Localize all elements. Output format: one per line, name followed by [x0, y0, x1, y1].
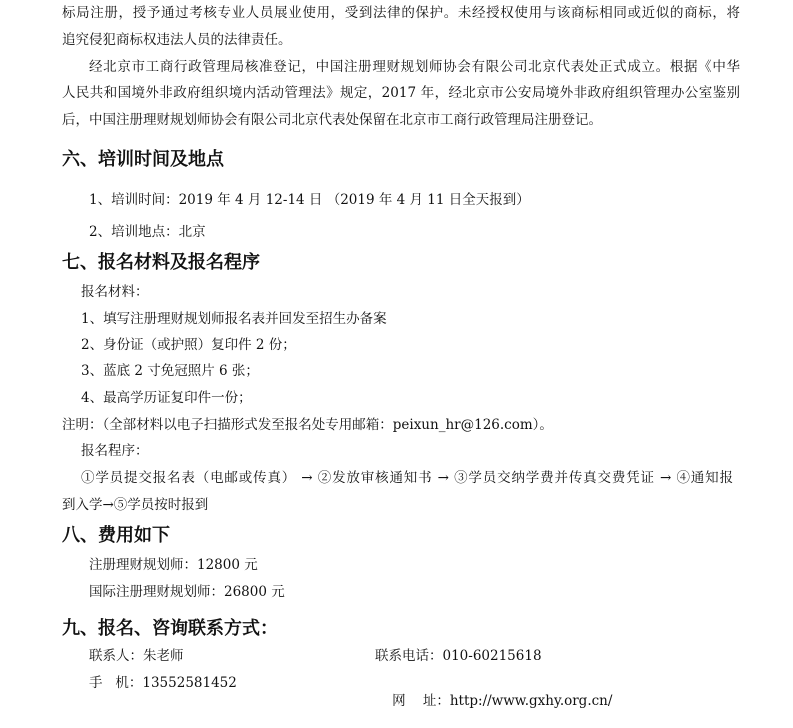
section-heading-9: 九、报名、咨询联系方式：: [62, 618, 278, 639]
contact-phone: 联系电话：010-60215618: [375, 648, 542, 664]
materials-note: 注明：（全部材料以电子扫描形式发至报名处专用邮箱：peixun_hr@126.com）。: [62, 417, 553, 433]
material-item-2: 2、身份证（或护照）复印件 2 份；: [81, 337, 296, 353]
training-time: 1、培训时间：2019 年 4 月 12-14 日 （2019 年 4 月 11 日全天报到）: [89, 192, 530, 208]
procedure-line-1: ①学员提交报名表（电邮或传真） → ②发放审核通知书 → ③学员交纳学费并传真交费凭证 → ④通知报: [81, 470, 733, 486]
fee-item-1: 注册理财规划师：12800 元: [89, 557, 258, 573]
contact-person: 联系人：朱老师: [89, 648, 184, 664]
website-link[interactable]: http://www.gxhy.org.cn/: [449, 693, 613, 709]
intro-line-2: 追究侵犯商标权违法人员的法律责任。: [62, 32, 292, 48]
website-label: 网 址：: [392, 693, 450, 709]
intro-line-4: 人民共和国境外非政府组织境内活动管理法》规定，2017 年，经北京市公安局境外非政府组织管理办公室鉴别: [62, 85, 740, 101]
section-heading-6: 六、培训时间及地点: [62, 149, 224, 170]
material-item-3: 3、蓝底 2 寸免冠照片 6 张；: [81, 363, 259, 379]
section-heading-8: 八、费用如下: [62, 525, 170, 546]
material-item-4: 4、最高学历证复印件一份；: [81, 390, 252, 406]
website-row: [375, 674, 612, 728]
intro-line-5: 后，中国注册理财规划师协会有限公司北京代表处保留在北京市工商行政管理局注册登记。: [62, 112, 602, 128]
intro-line-1: 标局注册，授予通过考核专业人员展业使用，受到法律的保护。未经授权使用与该商标相同或近似的商标，将: [62, 5, 740, 21]
procedure-label: 报名程序：: [81, 443, 149, 459]
section-heading-7: 七、报名材料及报名程序: [62, 252, 260, 273]
material-item-1: 1、填写注册理财规划师报名表并回发至招生办备案: [81, 311, 387, 327]
materials-label: 报名材料：: [81, 284, 149, 300]
intro-line-3: 经北京市工商行政管理局核准登记，中国注册理财规划师协会有限公司北京代表处正式成立。根据《中华: [89, 59, 740, 75]
fee-item-2: 国际注册理财规划师：26800 元: [89, 584, 285, 600]
training-place: 2、培训地点：北京: [89, 224, 206, 240]
procedure-line-2: 到入学→⑤学员按时报到: [62, 497, 209, 513]
contact-mobile: 手 机：13552581452: [89, 675, 237, 691]
